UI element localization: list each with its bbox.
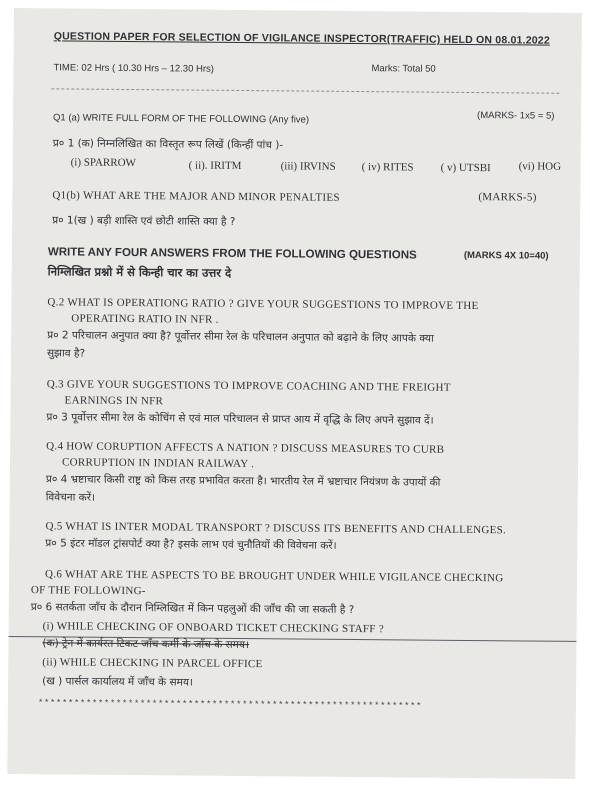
q3-question-en-line2: EARNINGS IN NFR [64, 394, 164, 408]
q6-item-2-en: (ii) WHILE CHECKING IN PARCEL OFFICE [42, 656, 263, 671]
q2-question-hi-line1: प्र० 2 परिचालन अनुपात क्या है? पूर्वोत्तर सीमा रेल के परिचालन अनुपात को बढ़ाने के लिए आपके क्या [47, 329, 434, 345]
q1a-question-en: Q1 (a) WRITE FULL FORM OF THE FOLLOWING (Any five) [52, 112, 310, 126]
q1a-question-hi: प्र० 1 (क) निम्नलिखित का विस्तृत रूप लिखें (किन्हीं पांच )- [52, 137, 284, 152]
exam-time: TIME: 02 Hrs ( 10.30 Hrs – 12.30 Hrs) [53, 62, 215, 75]
question-paper-sheet [7, 8, 582, 779]
q1a-option-3: (iii) IRVINS [280, 160, 336, 173]
section-instruction-hi: निम्लिखित प्रश्नो में से किन्ही चार का उत्तर दे [47, 264, 232, 280]
q1b-marks: (MARKS-5) [478, 191, 537, 204]
q4-question-en-line2: CORRUPTION IN INDIAN RAILWAY . [61, 456, 255, 471]
q1a-option-2: ( ii). IRITM [188, 159, 242, 172]
section-instruction-en: WRITE ANY FOUR ANSWERS FROM THE FOLLOWING QUESTIONS [47, 246, 417, 262]
q1b-question-en: Q1(b) WHAT ARE THE MAJOR AND MINOR PENALTIES [52, 189, 340, 204]
section-marks: (MARKS 4X 10=40) [463, 249, 549, 262]
q1a-option-6: (vi) HOG [518, 160, 562, 173]
q5-question-hi: प्र० 5 इंटर मॉडल ट्रांसपोर्ट क्या है? इसके लाभ एवं चुनौतियों की विवेचना करें। [45, 537, 337, 552]
q2-question-hi-line2: सुझाव है? [46, 347, 86, 360]
q3-question-hi-line1: प्र० 3 पूर्वोत्तर सीमा रेल के कोचिंग से एवं माल परिचालन से प्राप्त आय में वृद्धि के लिए अपने सुझाव दें। [46, 411, 434, 427]
q4-question-hi-line2: विवेचना करें। [45, 491, 96, 504]
q4-question-hi-line1: प्र० 4 भ्रष्टाचार किसी राष्ट्र को किस तरह प्रभावित करता है। भारतीय रेल में भ्रष्टाचार नियंत्रण के उपायों की [45, 473, 441, 489]
total-marks: Marks: Total 50 [371, 63, 436, 75]
q1b-question-hi: प्र० 1(ख ) बड़ी शास्ति एवं छोटी शास्ति क्या है ? [52, 214, 236, 228]
q6-question-en-line1: Q.6 WHAT ARE THE ASPECTS TO BE BROUGHT UNDER WHILE VIGILANCE CHECKING [45, 568, 504, 585]
q6-item-2-hi: (ख ) पार्सल कार्यालय में जाँच के समय। [42, 675, 194, 689]
header-divider [51, 88, 559, 93]
q2-question-en-line1: Q.2 WHAT IS OPERATIONG RATIO ? GIVE YOUR SUGGESTIONS TO IMPROVE THE [47, 296, 479, 313]
q6-question-en-line2: OF THE FOLLOWING- [30, 584, 146, 598]
q4-question-en-line1: Q.4 HOW CORUPTION AFFECTS A NATION ? DISCUSS MEASURES TO CURB [46, 440, 445, 456]
q1a-option-1: (i) SPARROW [70, 156, 137, 170]
q6-question-hi: प्र० 6 सतर्कता जाँच के दौरान निम्लिखित में किन पहलुओं की जाँच की जा सकती है ? [30, 601, 355, 616]
q1a-option-4: ( iv) RITES [361, 161, 414, 174]
footer-asterisk-divider: **************************************************************** [37, 698, 423, 712]
q1a-option-5: ( v) UTSBI [440, 161, 491, 175]
paper-title: QUESTION PAPER FOR SELECTION OF VIGILANCE INSPECTOR(TRAFFIC) HELD ON 08.01.2022 [53, 30, 550, 47]
q6-item-1-hi: (क) ट्रेन में कार्यरत टिकट जाँच कर्मी के जाँच के समय। [42, 637, 250, 652]
q3-question-en-line1: Q.3 GIVE YOUR SUGGESTIONS TO IMPROVE COACHING AND THE FREIGHT [46, 378, 451, 394]
q6-item-1-en: (i) WHILE CHECKING OF ONBOARD TICKET CHECKING STAFF ? [42, 620, 385, 636]
q5-question-en: Q.5 WHAT IS INTER MODAL TRANSPORT ? DISCUSS ITS BENEFITS AND CHALLENGES. [45, 520, 507, 537]
q1a-marks: (MARKS- 1x5 = 5) [477, 110, 555, 122]
q2-question-en-line2: OPERATING RATIO IN NFR . [71, 312, 219, 326]
